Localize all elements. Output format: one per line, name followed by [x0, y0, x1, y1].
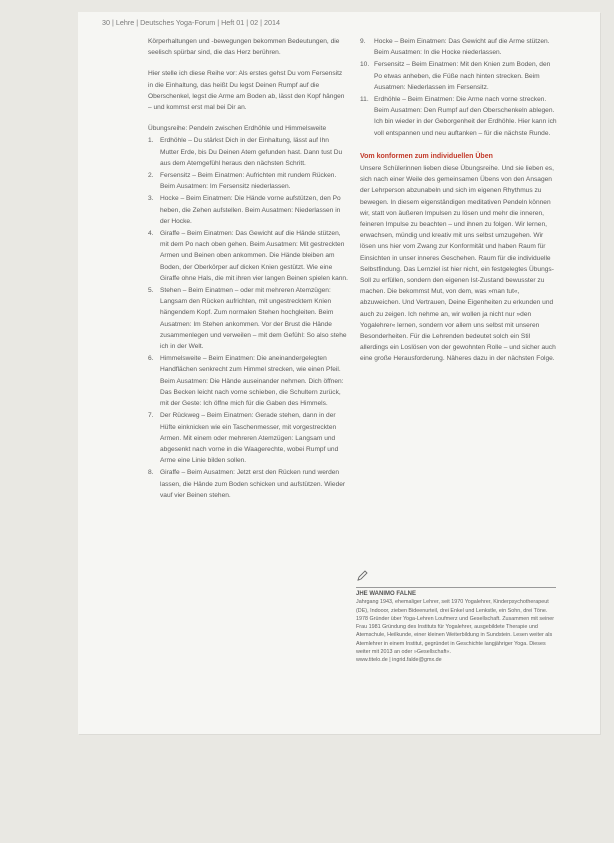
item-number: 11. [360, 96, 369, 104]
section-paragraph: Unsere Schülerinnen lieben diese Übungsreihe. Und sie lieben es, sich nach einer Weile des gemeinsamen Übens von den Ansagen der Lehrperson abzunabeln und sich im eigenen Rhythmus zu bewegen. In diesem eigenständigen meditativen Pendeln können wir, statt von äußeren Impulsen zu lösen und mehr die inneren, feineren Impulse zu beachten – und ihnen zu folgen. Wir lernen, erwachsen, mündig und kreativ mit uns selbst umzugehen. Wir lösen uns hier vom Zwang zur Konformität und haben Raum für Einsichten in unser inneres Geschehen. Raum für die individuelle Selbstfindung. Das Lernziel ist hier nicht, ein festgelegtes Übungs-Soll zu erfüllen, sondern den eigenen Ist-Zustand bewusster zu machen. Die bekommst Mut, von dem, was »man tut«, abzuweichen. Und Vertrauen, Deine Eigenheiten zu erkunden und auch zu zeigen. Ich nehme an, wir wollen ja nicht nur »den Yogalehrer« lernen, sondern vor allem uns selbst mit unseren Besonderheiten. Für die Lehrenden bedeutet solch ein Stil allerdings ein Loslösen von der gewohnten Rolle – und sicher auch eine große Herausforderung. Näheres dazu in der nächsten Folge. [360, 165, 556, 363]
exercise-list-right [360, 36, 560, 139]
item-number: 3. [148, 195, 154, 203]
list-item [360, 94, 560, 139]
left-column [148, 36, 348, 502]
list-item [148, 170, 348, 192]
item-number: 4. [148, 230, 154, 238]
author-contact: www.titelo.de | ingrid.falde@gmx.de [356, 657, 442, 664]
list-item [360, 36, 560, 58]
list-item [148, 467, 348, 501]
item-text: Hocke – Beim Einatmen: Das Gewicht auf die Arme stützen. Beim Ausatmen: In die Hocke niederlassen. [374, 38, 550, 57]
item-text: Giraffe – Beim Ausatmen: Jetzt erst den Rücken rund werden lassen, die Hände zum Boden schicken und aufstützen. Wieder vauf vier Beinen stehen. [160, 469, 346, 499]
item-text: Himmelsweite – Beim Einatmen: Die aneinandergelegten Handflächen senkrecht zum Himmel strecken, wie einen Pfeil. Beim Ausatmen: Die Hände auseinander nehmen. Dich öffnen: Das Becken leicht nach vorne schieben, die Schultern zurück, mit der Geste: Ich öffne mich für die Gaben des Himmels. [160, 355, 344, 408]
body-paragraph: Hier stelle ich diese Reihe vor: Als erstes gehst Du vom Fersensitz in die Einhaltung, das heißt Du legst Deinen Rumpf auf die Oberschenkel, legst die Arme am Boden ab, lässt den Kopf hängen – und kommst erst mal bei Dir an. [148, 70, 345, 112]
author-name: JHE WANIMO FALNE [356, 591, 417, 597]
item-number: 2. [148, 172, 154, 180]
item-text: Erdhöhle – Beim Einatmen: Die Arme nach vorne strecken. Beim Ausatmen: Den Rumpf auf den Oberschenkeln ablegen. Ich bin wieder in der Geborgenheit der Erdhöhle. Hier kann ich voll entspannen und neu auftanken – für die nächste Runde. [374, 96, 557, 137]
item-text: Fersensitz – Beim Einatmen: Aufrichten mit rundem Rücken. Beim Ausatmen: Im Fersensitz niederlassen. [160, 172, 337, 191]
item-number: 5. [148, 287, 154, 295]
item-number: 10. [360, 61, 370, 69]
item-number: 1. [148, 137, 154, 145]
list-item [148, 410, 348, 466]
exercise-list-left [148, 135, 348, 501]
item-text: Hocke – Beim Einatmen: Die Hände vorne aufstützen, den Po heben, die Zehen aufstellen. Beim Ausatmen: Niederlassen in der Hocke. [160, 195, 341, 225]
item-text: Fersensitz – Beim Einatmen: Mit den Knien zum Boden, den Po etwas anheben, die Füße nach hinten strecken. Beim Ausatmen: Niederlassen im Fersensitz. [374, 61, 551, 91]
item-number: 8. [148, 469, 154, 477]
divider-rule [356, 587, 556, 588]
list-item [148, 193, 348, 227]
item-text: Der Rückweg – Beim Einatmen: Gerade stehen, dann in der Hüfte einknicken wie ein Taschenmesser, mit vorgestreckten Armen. Mit einem oder mehreren Atemzügen: Langsam und abgesenkt nach vorne in die Waagerechte, wobei Rumpf und Arme eine Linie bilden sollen. [160, 412, 339, 465]
author-bio [356, 590, 556, 665]
section-subheading: Vom konformen zum individuellen Üben [360, 152, 493, 160]
item-number: 9. [360, 38, 366, 45]
author-bio-text: Jahrgang 1943, ehemaliger Lehrer, seit 1970 Yogalehrer, Kinderpsychotherapeut (DE), Indooor, zieben Bideenurteil, drei Enkel und Lenkstle, ein Sohn, drei Töne. 1978 Gründer über Yoga-Lehren Loufmerz und Gesellschaft. Zusammen mit seiner Frau 1981 Gründung des Instituts für Yogalehrer, ausgebildete Therapie und Atemschule, Heilkunde, einer kleinen Weiterbildung in Sundstein. Lesen weiter als Atemlehrer in einem Institut, gegründet in Geschichte langjähriger Yoga. Dieses weiter mit 2013 an oder »Gesellschaft«. [356, 599, 555, 656]
list-title: Übungsreihe: Pendeln zwischen Erdhöhle und Himmelsweite [148, 125, 327, 133]
list-item [148, 228, 348, 284]
list-item [148, 135, 348, 169]
right-column [360, 36, 560, 375]
item-text: Giraffe – Beim Einatmen: Das Gewicht auf die Hände stützen, mit dem Po nach oben gehen. Beim Ausatmen: Mit gestreckten Armen und Beinen oben ankommen. Die Hände bleiben am Boden, der Oberkörper auf dicken Knien gestützt. Wie eine Giraffe ohne Hals, die mit ihren vier langen Beinen spielen kann. [160, 230, 348, 282]
item-text: Erdhöhle – Du stärkst Dich in der Einhaltung, lässt auf Ihn Mutter Erde, bis Du Deinen Atem gefunden hast. Dann tust Du aus dem Atemgefühl heraus den nächsten Schritt. [160, 137, 343, 167]
list-item [360, 59, 560, 93]
intro-paragraph: Körperhaltungen und -bewegungen bekommen Bedeutungen, die seelisch spürbar sind, die das Herz berühren. [148, 38, 340, 57]
list-item [148, 285, 348, 352]
list-item [148, 353, 348, 409]
item-number: 7. [148, 412, 154, 420]
item-number: 6. [148, 355, 154, 363]
item-text: Stehen – Beim Einatmen – oder mit mehreren Atemzügen: Langsam den Rücken aufrichten, mit ungestrecktem Knien hängendem Kopf. Zum normalen Stehen hochgleiten. Beim Ausatmen: Im Stehen ankommen. Vor der Brust die Hände zusammenlegen und verweilen – mit dem Gefühl: So also stehe ich in der Welt. [160, 287, 347, 351]
page-header: 30 | Lehre | Deutsches Yoga-Forum | Heft 01 | 02 | 2014 [102, 18, 280, 27]
pencil-icon [356, 570, 368, 582]
